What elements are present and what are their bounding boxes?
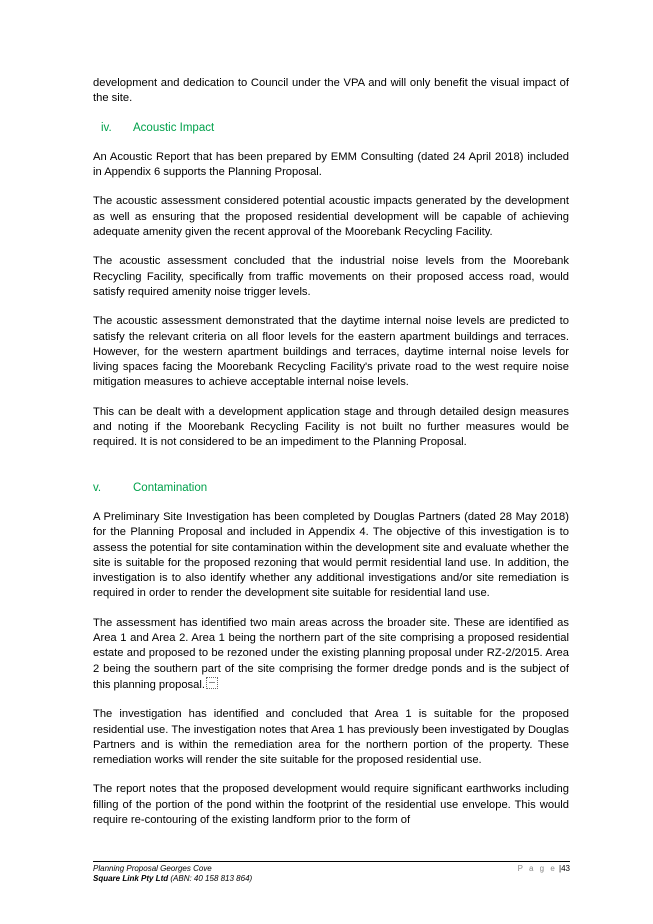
footer-document-title: Planning Proposal Georges Cove [93,864,212,873]
section-number: iv. [101,121,112,134]
section-heading-contamination [93,481,569,496]
separator-glyph-icon [206,677,218,689]
footer-abn: (ABN: 40 158 813 864) [170,874,253,883]
footer-left [93,864,252,884]
paragraph: The acoustic assessment concluded that the industrial noise levels from the Moorebank Recycling Facility, specifically from traffic movements on their proposed access road, would satisfy required amenity noise trigger levels. [93,255,569,298]
section-number: v. [93,481,102,494]
page-label: P a g e [517,864,557,873]
footer-page-indicator [518,864,570,874]
paragraph: The acoustic assessment demonstrated that the daytime internal noise levels are predicted to satisfy the relevant criteria on all floor levels for the eastern apartment buildings and terraces. However, for the western apartment buildings and terraces, daytime internal noise levels for living spaces facing the Moorebank Recycling Facility's private road to the west require noise mitigation measures to achieve acceptable internal noise levels. [93,315,569,389]
section-heading-acoustic-impact [93,121,569,136]
page-separator: | [559,864,562,873]
document-body [93,76,569,842]
paragraph: A Preliminary Site Investigation has been completed by Douglas Partners (dated 28 May 2018) for the Planning Proposal and included in Appendix 4. The objective of this investigation is to assess the potential for site contamination within the development site and evaluate whether the site is suitable for the proposed rezoning that would permit residential land use. In addition, the investigation is to also identify whether any additional investigations and/or site remediation is required in order to render the development site suitable for residential land use. [93,510,569,600]
section-title: Contamination [133,481,208,494]
paragraph: An Acoustic Report that has been prepared by EMM Consulting (dated 24 April 2018) included in Appendix 6 supports the Planning Proposal. [93,150,569,179]
paragraph: This can be dealt with a development application stage and through detailed design measures and noting if the Moorebank Recycling Facility is not built no further measures would be required. It is not considered to be an impediment to the Planning Proposal. [93,405,569,449]
paragraph-text: The assessment has identified two main areas across the broader site. These are identified as Area 1 and Area 2. Area 1 being the northern part of the site comprising a proposed residential estate and proposed to be rezoned under the existing planning proposal under RZ-2/2015. Area 2 being the southern part of the site comprising the former dredge ponds and is the subject of this planning proposal. [93,616,569,691]
footer-divider [93,861,570,862]
paragraph: The report notes that the proposed development would require significant earthworks including filling of the portion of the pond within the footprint of the residential use envelope. This would require re-contouring of the existing landform prior to the form of [93,783,569,826]
paragraph: The investigation has identified and concluded that Area 1 is suitable for the proposed residential use. The investigation notes that Area 1 has previously been investigated by Douglas Partners and is within the remediation area for the northern portion of the property. These remediation works will render the site suitable for the proposed residential use. [93,708,569,767]
section-title: Acoustic Impact [133,121,215,134]
page-number: 43 [561,864,570,873]
paragraph: The acoustic assessment considered potential acoustic impacts generated by the development as well as ensuring that the proposed residential development will be capable of achieving adequate amenity given the recent approval of the Moorebank Recycling Facility. [93,195,569,239]
paragraph-intro: development and dedication to Council under the VPA and will only benefit the visual impact of the site. [93,77,569,105]
paragraph-with-marker [93,616,569,693]
footer-company: Square Link Pty Ltd [93,874,169,883]
footer-company-line [93,874,252,884]
